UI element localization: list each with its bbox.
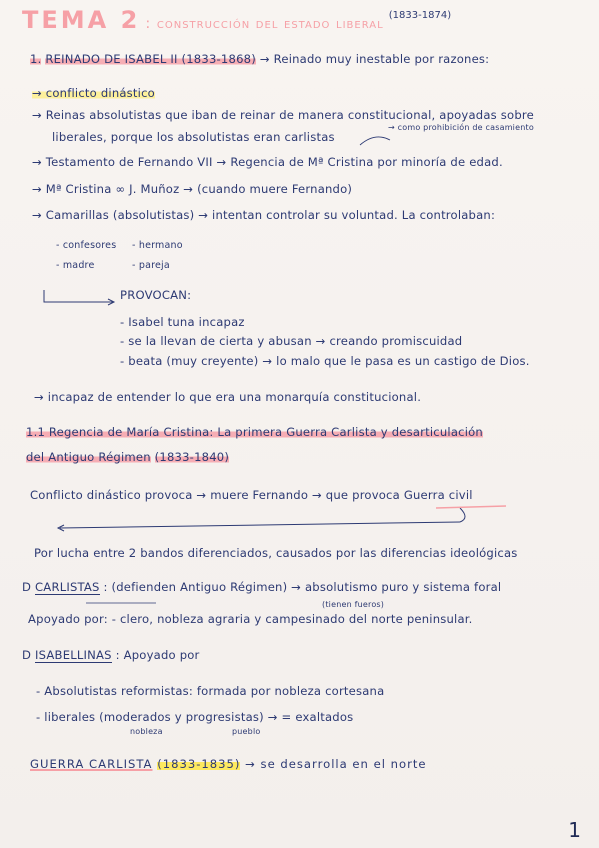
isabelinas-line: D ISABELLINAS : Apoyado por	[22, 648, 200, 662]
note-fueros: (tienen fueros)	[322, 600, 385, 609]
bullet-reinas-absolutistas: → Reinas absolutistas que iban de reinar de manera constitucional, apoyadas sobre	[32, 108, 534, 122]
section-1-rest: → Reinado muy inestable por razones:	[259, 52, 490, 66]
conflicto-arrow-line	[60, 522, 460, 528]
isabelinas-label: ISABELLINAS	[35, 648, 112, 662]
guerra-civil-underline	[436, 506, 506, 508]
bullet-testamento: → Testamento de Fernando VII → Regencia de Mª Cristina por minoría de edad.	[32, 155, 503, 169]
carlistas-rest: : (defienden Antiguo Régimen) → absolutismo puro y sistema foral	[103, 580, 502, 594]
provocan-label: PROVOCAN:	[120, 288, 192, 302]
provocan-bracket	[44, 290, 114, 302]
item-absolutistas-reformistas: - Absolutistas reformistas: formada por nobleza cortesana	[36, 684, 385, 698]
note-casamiento-arrow	[360, 137, 390, 145]
item-liberales: - liberales (moderados y progresistas) → = exaltados	[36, 710, 354, 724]
list-madre: - madre	[56, 260, 95, 271]
guerra-carlista-label: GUERRA CARLISTA	[30, 757, 153, 771]
line-lucha: Por lucha entre 2 bandos diferenciados, causados por las diferencias ideológicas	[34, 546, 518, 560]
note-pueblo: pueblo	[232, 727, 261, 736]
title-years: (1833-1874)	[388, 10, 452, 21]
page-number: 1	[568, 818, 581, 842]
section-1-heading: REINADO DE ISABEL II (1833-1868)	[45, 52, 256, 66]
title-subtitle: : construcción del estado liberal	[145, 16, 384, 32]
provocan-item-2: - se la llevan de cierta y abusan → creando promiscuidad	[120, 334, 463, 348]
note-nobleza: nobleza	[130, 727, 163, 736]
section-1-1-heading: 1.1 Regencia de María Cristina: La primera Guerra Carlista y desarticulación	[26, 425, 483, 439]
carlistas-apoyo: Apoyado por: - clero, nobleza agraria y campesinado del norte peninsular.	[28, 612, 473, 626]
list-hermano: - hermano	[132, 240, 183, 251]
line-incapaz: → incapaz de entender lo que era una monarquía constitucional.	[34, 390, 422, 404]
bullet-reinas-cont: liberales, porque los absolutistas eran carlistas	[52, 130, 335, 144]
isabelinas-rest: : Apoyado por	[115, 648, 200, 662]
section-1-1-years: (1833-1840)	[154, 450, 230, 464]
carlistas-bullet: D	[22, 580, 36, 594]
bullet-camarillas: → Camarillas (absolutistas) → intentan controlar su voluntad. La controlaban:	[32, 208, 496, 222]
section-1-number: 1.	[30, 52, 42, 66]
list-pareja: - pareja	[132, 260, 170, 271]
section-1-1-heading-cont: del Antiguo Régimen (1833-1840)	[26, 450, 230, 464]
list-confesores: - confesores	[56, 240, 117, 251]
provocan-item-1: - Isabel tuna incapaz	[120, 315, 245, 329]
guerra-carlista-years: (1833-1835)	[157, 757, 241, 771]
bullet-maria-cristina: → Mª Cristina ∞ J. Muñoz → (cuando muere Fernando)	[32, 182, 353, 196]
line-conflicto-provoca: Conflicto dinástico provoca → muere Fernando → que provoca Guerra civil	[30, 488, 473, 502]
guerra-carlista-rest: → se desarrolla en el norte	[245, 757, 427, 771]
note-casamiento: → como prohibición de casamiento	[388, 123, 534, 132]
bullet-conflicto-dinastico: → conflicto dinástico	[32, 86, 155, 100]
carlistas-label: CARLISTAS	[35, 580, 100, 594]
title-main: TEMA 2	[22, 6, 141, 34]
conflicto-arrow-curve	[460, 508, 465, 522]
provocan-item-3: - beata (muy creyente) → lo malo que le pasa es un castigo de Dios.	[120, 354, 530, 368]
